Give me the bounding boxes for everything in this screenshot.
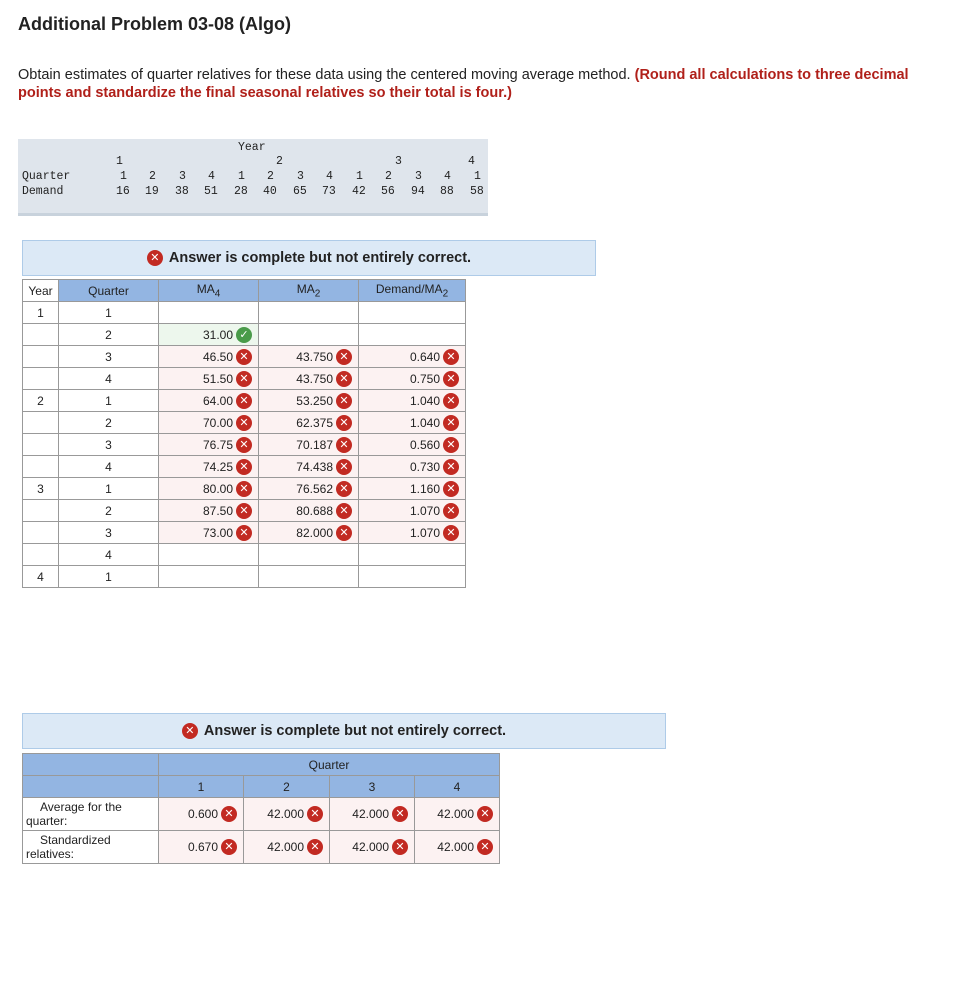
ma4-input[interactable] [159,500,259,522]
quarter-col-header: 3 [330,776,415,798]
ma4-input[interactable] [159,302,259,324]
cell-value: 53.250 [296,393,333,408]
data-demand-cell: 58 [470,185,484,198]
cell-value: 1.040 [409,393,440,408]
relative-input[interactable] [330,798,415,831]
ma2-label: MA [296,281,315,296]
seasonal-relatives-table [22,753,500,864]
value-wrap [203,349,252,365]
ma4-input[interactable] [159,412,259,434]
data-demand-cell: 40 [263,185,277,198]
cell-value: 0.640 [409,349,440,364]
cell-value: 42.000 [437,840,474,854]
data-quarter-cell: 3 [297,170,304,183]
ma2-input[interactable] [259,302,359,324]
year-cell: 3 [23,478,59,500]
demand-data-table [18,139,488,216]
cell-value: 1.040 [409,415,440,430]
ratio-input[interactable] [359,412,466,434]
value-wrap [296,437,352,453]
cell-value: 42.000 [437,807,474,821]
instructions [18,66,948,102]
value-wrap [203,327,252,343]
ratio-subscript: 2 [442,288,449,300]
value-wrap [203,393,252,409]
quarter-cell: 1 [59,390,159,412]
quarter-cell: 2 [59,324,159,346]
cell-value: 43.750 [296,349,333,364]
x-circle-icon: ✕ [443,459,459,475]
data-demand-cell: 51 [204,185,218,198]
ratio-input[interactable] [359,522,466,544]
data-demand-cell: 73 [322,185,336,198]
ma2-input[interactable] [259,368,359,390]
table-row [23,798,500,831]
cell-value: 0.730 [409,459,440,474]
value-wrap [410,393,459,409]
value-wrap [296,371,352,387]
moving-average-table [22,279,466,588]
value-wrap [203,459,252,475]
x-circle-icon: ✕ [236,503,252,519]
col-header-year: Year [23,280,59,302]
relative-input[interactable] [159,831,244,864]
cell-value: 73.00 [202,525,233,540]
data-row-label-demand: Demand [22,185,64,198]
page-title: Additional Problem 03-08 (Algo) [18,14,292,34]
x-circle-icon: ✕ [443,349,459,365]
x-circle-icon: ✕ [236,437,252,453]
x-circle-icon: ✕ [336,371,352,387]
x-circle-icon: ✕ [392,806,408,822]
data-year-label: 1 [116,155,123,168]
data-quarter-cell: 2 [149,170,156,183]
data-quarter-cell: 1 [356,170,363,183]
ma4-label: MA [196,281,215,296]
value-wrap [203,503,252,519]
cell-value: 51.50 [202,371,233,386]
ma2-input[interactable] [259,434,359,456]
ma2-input[interactable] [259,390,359,412]
quarter-cell: 3 [59,434,159,456]
ma4-input[interactable] [159,544,259,566]
ratio-input[interactable] [359,346,466,368]
quarter-cell: 4 [59,368,159,390]
cell-value: 0.750 [409,371,440,386]
data-year-label: 4 [468,155,475,168]
ma2-input[interactable] [259,412,359,434]
value-wrap [267,806,323,822]
data-quarter-cell: 1 [120,170,127,183]
quarter-cell: 1 [59,566,159,588]
x-circle-icon: ✕ [336,437,352,453]
col-header-ratio [359,280,466,302]
data-demand-cell: 28 [234,185,248,198]
data-year-header: Year [238,141,266,154]
cell-value: 87.50 [202,503,233,518]
banner-text: Answer is complete but not entirely correct. [168,250,472,266]
table-row [23,346,466,368]
data-demand-cell: 16 [116,185,130,198]
data-quarter-cell: 3 [179,170,186,183]
cell-value: 42.000 [267,840,304,854]
ma4-input[interactable] [159,390,259,412]
ma4-input[interactable] [159,478,259,500]
table-row [23,831,500,864]
x-circle-icon: ✕ [336,481,352,497]
data-quarter-cell: 1 [474,170,481,183]
x-circle-icon: ✕ [443,437,459,453]
year-cell [23,522,59,544]
year-cell [23,434,59,456]
data-quarter-cell: 1 [238,170,245,183]
relative-input[interactable] [415,798,500,831]
cell-value: 43.750 [296,371,333,386]
ratio-input[interactable] [359,390,466,412]
cell-value: 42.000 [267,807,304,821]
x-circle-icon: ✕ [336,525,352,541]
instructions-emphasis: (Round all calculations to three decimal points and standardize the final seasonal relatives so their total is four.) [18,67,909,101]
table-row [23,522,466,544]
value-wrap [410,525,459,541]
value-wrap [352,806,408,822]
value-wrap [296,503,352,519]
cell-value: 70.187 [296,437,333,452]
ma4-input[interactable] [159,346,259,368]
data-quarter-cell: 2 [385,170,392,183]
x-circle-icon: ✕ [392,839,408,855]
cell-value: 70.00 [202,415,233,430]
quarter-cell: 1 [59,302,159,324]
x-circle-icon: ✕ [443,481,459,497]
data-demand-cell: 88 [440,185,454,198]
cell-value: 62.375 [296,415,333,430]
cell-value: 76.75 [202,437,233,452]
x-circle-icon: ✕ [443,525,459,541]
table-row [23,412,466,434]
quarter-cell: 1 [59,478,159,500]
x-circle-icon: ✕ [236,371,252,387]
table-row [23,544,466,566]
x-circle-icon: ✕ [221,839,237,855]
value-wrap [296,525,352,541]
year-cell: 4 [23,566,59,588]
x-circle-icon: ✕ [147,250,163,266]
ma2-input[interactable] [259,566,359,588]
ma2-input[interactable] [259,522,359,544]
year-cell [23,500,59,522]
table-row [23,456,466,478]
x-circle-icon: ✕ [443,503,459,519]
value-wrap [437,839,493,855]
value-wrap [188,806,237,822]
x-circle-icon: ✕ [236,481,252,497]
quarter-cell: 2 [59,500,159,522]
table-row [23,368,466,390]
quarter-group-header: Quarter [159,754,500,776]
value-wrap [296,459,352,475]
x-circle-icon: ✕ [236,415,252,431]
data-quarter-cell: 4 [444,170,451,183]
col-header-ma2 [259,280,359,302]
relative-input[interactable] [159,798,244,831]
value-wrap [410,481,459,497]
col-header-quarter: Quarter [59,280,159,302]
ma4-input[interactable] [159,456,259,478]
data-demand-cell: 38 [175,185,189,198]
relative-input[interactable] [415,831,500,864]
quarter-col-header: 2 [244,776,330,798]
data-row-label-quarter: Quarter [22,170,71,183]
cell-value: 1.070 [409,503,440,518]
ma2-input[interactable] [259,456,359,478]
relative-input[interactable] [330,831,415,864]
value-wrap [188,839,237,855]
banner-text: Answer is complete but not entirely correct. [203,723,507,739]
data-quarter-cell: 2 [267,170,274,183]
corner-header [23,754,159,776]
x-circle-icon: ✕ [443,393,459,409]
ma2-input[interactable] [259,324,359,346]
x-circle-icon: ✕ [336,415,352,431]
result-banner [22,240,596,276]
data-year-label: 2 [276,155,283,168]
x-circle-icon: ✕ [182,723,198,739]
year-cell: 2 [23,390,59,412]
value-wrap [203,415,252,431]
x-circle-icon: ✕ [221,806,237,822]
data-demand-cell: 19 [145,185,159,198]
cell-value: 64.00 [202,393,233,408]
x-circle-icon: ✕ [336,349,352,365]
year-cell [23,324,59,346]
ratio-input[interactable] [359,478,466,500]
year-cell [23,368,59,390]
cell-value: 80.688 [296,503,333,518]
relative-input[interactable] [244,831,330,864]
cell-value: 1.070 [409,525,440,540]
data-demand-cell: 56 [381,185,395,198]
ma4-input[interactable] [159,522,259,544]
data-demand-cell: 94 [411,185,425,198]
value-wrap [296,349,352,365]
value-wrap [296,393,352,409]
value-wrap [410,349,459,365]
value-wrap [437,806,493,822]
value-wrap [296,481,352,497]
cell-value: 0.670 [187,840,218,854]
corner-header [23,776,159,798]
data-demand-cell: 65 [293,185,307,198]
ratio-input[interactable] [359,544,466,566]
x-circle-icon: ✕ [336,459,352,475]
table-row [23,478,466,500]
quarter-col-header: 1 [159,776,244,798]
x-circle-icon: ✕ [443,415,459,431]
ratio-input[interactable] [359,368,466,390]
year-cell [23,456,59,478]
data-demand-cell: 42 [352,185,366,198]
value-wrap [410,503,459,519]
table-row [23,302,466,324]
table-row [23,566,466,588]
data-quarter-cell: 4 [208,170,215,183]
value-wrap [410,415,459,431]
value-wrap [203,525,252,541]
ratio-input[interactable] [359,302,466,324]
x-circle-icon: ✕ [236,459,252,475]
cell-value: 42.000 [352,840,389,854]
value-wrap [410,437,459,453]
ratio-input[interactable] [359,500,466,522]
x-circle-icon: ✕ [236,349,252,365]
cell-value: 0.600 [187,807,218,821]
data-quarter-cell: 4 [326,170,333,183]
ma4-input[interactable] [159,368,259,390]
cell-value: 74.438 [296,459,333,474]
row-label: Standardized relatives: [23,831,159,864]
ma4-subscript: 4 [214,288,221,300]
value-wrap [410,371,459,387]
x-circle-icon: ✕ [236,525,252,541]
x-circle-icon: ✕ [336,503,352,519]
x-circle-icon: ✕ [477,839,493,855]
year-cell [23,346,59,368]
instructions-text: Obtain estimates of quarter relatives for these data using the centered moving average method. [18,67,635,83]
quarter-cell: 2 [59,412,159,434]
year-cell [23,412,59,434]
value-wrap [352,839,408,855]
year-cell: 1 [23,302,59,324]
cell-value: 31.00 [202,327,233,342]
ma2-input[interactable] [259,544,359,566]
data-quarter-cell: 3 [415,170,422,183]
cell-value: 0.560 [409,437,440,452]
ma4-input[interactable] [159,434,259,456]
ratio-input[interactable] [359,324,466,346]
x-circle-icon: ✕ [236,393,252,409]
ma4-input[interactable] [159,324,259,346]
ma2-subscript: 2 [314,288,321,300]
data-year-label: 3 [395,155,402,168]
cell-value: 76.562 [296,481,333,496]
table-row [23,324,466,346]
value-wrap [267,839,323,855]
value-wrap [203,481,252,497]
result-banner-2 [22,713,666,749]
quarter-cell: 3 [59,522,159,544]
ratio-input[interactable] [359,456,466,478]
quarter-col-header: 4 [415,776,500,798]
table-row [23,390,466,412]
ratio-input[interactable] [359,434,466,456]
table-row [23,500,466,522]
table-row [23,434,466,456]
year-cell [23,544,59,566]
cell-value: 82.000 [296,525,333,540]
x-circle-icon: ✕ [336,393,352,409]
row-label: Average for the quarter: [23,798,159,831]
quarter-cell: 4 [59,456,159,478]
x-circle-icon: ✕ [477,806,493,822]
value-wrap [203,437,252,453]
cell-value: 46.50 [202,349,233,364]
col-header-ma4 [159,280,259,302]
ma2-input[interactable] [259,346,359,368]
ratio-label: Demand/MA [375,281,443,296]
x-circle-icon: ✕ [443,371,459,387]
quarter-cell: 3 [59,346,159,368]
x-circle-icon: ✕ [307,806,323,822]
ratio-input[interactable] [359,566,466,588]
cell-value: 80.00 [202,481,233,496]
value-wrap [296,415,352,431]
ma2-input[interactable] [259,478,359,500]
ma4-input[interactable] [159,566,259,588]
value-wrap [410,459,459,475]
cell-value: 74.25 [202,459,233,474]
x-circle-icon: ✕ [307,839,323,855]
ma2-input[interactable] [259,500,359,522]
cell-value: 1.160 [409,481,440,496]
value-wrap [203,371,252,387]
check-circle-icon: ✓ [236,327,252,343]
cell-value: 42.000 [352,807,389,821]
relative-input[interactable] [244,798,330,831]
quarter-cell: 4 [59,544,159,566]
